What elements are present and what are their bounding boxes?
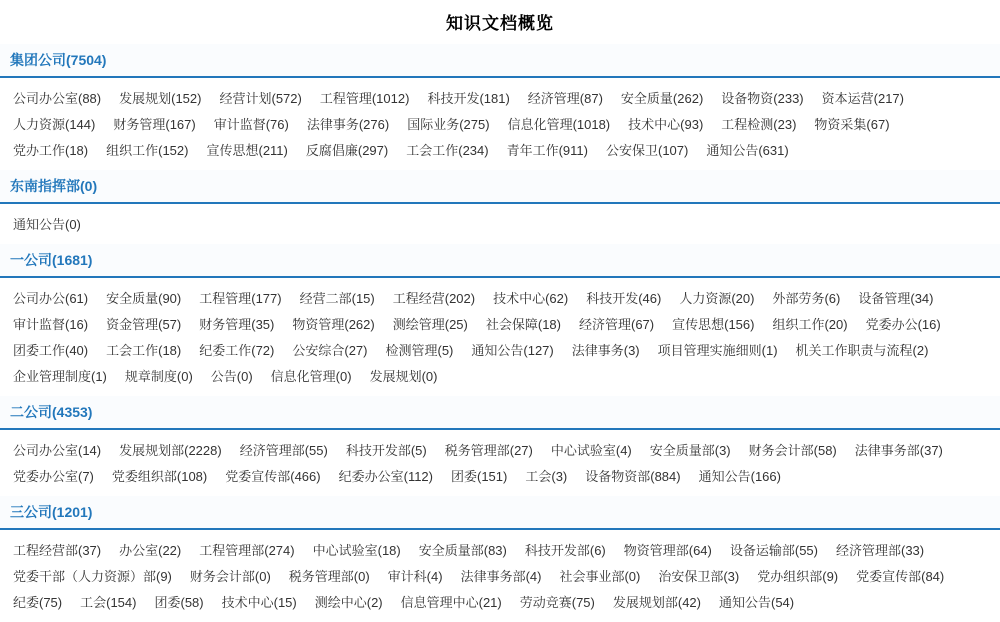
category-link[interactable]: 党委办公室(7): [13, 469, 94, 484]
category-link[interactable]: 经营计划(572): [219, 91, 302, 106]
category-row: [4, 212, 996, 238]
category-link[interactable]: 经济管理部(33): [836, 543, 925, 558]
category-row: [4, 364, 996, 390]
category-link[interactable]: 规章制度(0): [124, 369, 193, 384]
category-link[interactable]: 反腐倡廉(297): [305, 143, 389, 158]
category-link[interactable]: 设备物资(233): [721, 91, 804, 106]
category-link[interactable]: 财务管理(35): [199, 317, 275, 332]
category-link[interactable]: 信息管理中心(21): [400, 595, 502, 610]
category-link[interactable]: 党办工作(18): [13, 143, 89, 158]
category-link[interactable]: 党委组织部(108): [111, 469, 208, 484]
category-link[interactable]: 审计监督(76): [213, 117, 289, 132]
section-body: [0, 78, 1000, 170]
sections-container: [0, 44, 1000, 622]
category-link[interactable]: 公告(0): [210, 369, 253, 384]
category-link[interactable]: 劳动竞赛(75): [519, 595, 595, 610]
category-link[interactable]: 纪委办公室(112): [338, 469, 433, 484]
category-link[interactable]: 安全质量部(83): [418, 543, 507, 558]
category-link[interactable]: 科技开发(46): [586, 291, 662, 306]
category-link[interactable]: 经济管理(67): [578, 317, 655, 332]
category-link[interactable]: 税务管理部(0): [288, 569, 370, 584]
section-header[interactable]: 二公司(4353): [0, 396, 1000, 430]
category-row: [4, 590, 996, 616]
category-link[interactable]: 安全质量部(3): [649, 443, 731, 458]
section-body: [0, 430, 1000, 496]
category-row: [4, 464, 996, 490]
category-link[interactable]: 税务管理部(27): [444, 443, 533, 458]
section: [0, 396, 1000, 496]
category-link[interactable]: 财务会计部(0): [189, 569, 271, 584]
category-link[interactable]: 资本运营(217): [821, 91, 904, 106]
category-link[interactable]: 青年工作(911): [506, 143, 588, 158]
page-title: 知识文档概览: [446, 14, 554, 33]
category-link[interactable]: 公安保卫(107): [605, 143, 689, 158]
section-body: [0, 530, 1000, 622]
section-header[interactable]: 集团公司(7504): [0, 44, 1000, 78]
category-link[interactable]: 经济管理(87): [527, 91, 603, 106]
category-link[interactable]: 纪委(75): [13, 595, 63, 610]
category-link[interactable]: 工会(154): [80, 595, 137, 610]
category-link[interactable]: 公安综合(27): [292, 343, 368, 358]
category-link[interactable]: 工程管理(177): [199, 291, 282, 306]
category-link[interactable]: 资金管理(57): [106, 317, 182, 332]
category-link[interactable]: 科技开发部(6): [524, 543, 606, 558]
category-link[interactable]: 工会工作(234): [406, 143, 489, 158]
category-link[interactable]: 财务会计部(58): [748, 443, 837, 458]
category-link[interactable]: 信息化管理(1018): [507, 117, 611, 132]
category-link[interactable]: 公司办公室(88): [13, 91, 102, 106]
category-link[interactable]: 外部劳务(6): [772, 291, 841, 306]
category-row: [4, 86, 996, 112]
category-link[interactable]: 治安保卫部(3): [658, 569, 740, 584]
category-link[interactable]: 发展规划(152): [119, 91, 202, 106]
category-link[interactable]: 团委工作(40): [13, 343, 89, 358]
category-link[interactable]: 经营二部(15): [299, 291, 375, 306]
category-link[interactable]: 经济管理部(55): [239, 443, 328, 458]
category-link[interactable]: 办公室(22): [119, 543, 182, 558]
category-link[interactable]: 通知公告(0): [13, 217, 81, 232]
category-link[interactable]: 审计监督(16): [13, 317, 89, 332]
category-link[interactable]: 财务管理(167): [113, 117, 196, 132]
section: [0, 244, 1000, 396]
category-link[interactable]: 技术中心(93): [628, 117, 704, 132]
category-link[interactable]: 项目管理实施细则(1): [657, 343, 778, 358]
category-link[interactable]: 团委(58): [154, 595, 204, 610]
category-link[interactable]: 通知公告(166): [698, 469, 781, 484]
category-link[interactable]: 安全质量(262): [620, 91, 704, 106]
category-link[interactable]: 法律事务部(4): [460, 569, 542, 584]
category-row: [4, 438, 996, 464]
category-link[interactable]: 公司办公室(14): [13, 443, 102, 458]
category-link[interactable]: 科技开发部(5): [345, 443, 427, 458]
category-link[interactable]: 工程经营(202): [392, 291, 476, 306]
category-link[interactable]: 团委(151): [451, 469, 508, 484]
category-link[interactable]: 企业管理制度(1): [13, 369, 107, 384]
category-link[interactable]: 党委办公(16): [865, 317, 941, 332]
section-header[interactable]: 东南指挥部(0): [0, 170, 1000, 204]
category-link[interactable]: 法律事务(276): [306, 117, 390, 132]
section: [0, 44, 1000, 170]
category-link[interactable]: 党委干部（人力资源）部(9): [13, 569, 172, 584]
category-link[interactable]: 国际业务(275): [407, 117, 490, 132]
category-link[interactable]: 设备运输部(55): [729, 543, 818, 558]
category-link[interactable]: 物资采集(67): [814, 117, 890, 132]
category-link[interactable]: 设备物资部(884): [585, 469, 681, 484]
section: [0, 170, 1000, 244]
category-link[interactable]: 测绘管理(25): [392, 317, 468, 332]
category-link[interactable]: 宣传思想(156): [672, 317, 755, 332]
category-link[interactable]: 技术中心(62): [493, 291, 569, 306]
section-header[interactable]: 三公司(1201): [0, 496, 1000, 530]
category-link[interactable]: 审计科(4): [387, 569, 443, 584]
category-link[interactable]: 中心试验室(18): [312, 543, 401, 558]
category-link[interactable]: 检测管理(5): [385, 343, 454, 358]
category-link[interactable]: 技术中心(15): [221, 595, 297, 610]
category-link[interactable]: 工程经营部(37): [13, 543, 102, 558]
category-link[interactable]: 党委宣传部(466): [225, 469, 321, 484]
category-link[interactable]: 党办组织部(9): [757, 569, 839, 584]
category-link[interactable]: 发展规划部(42): [612, 595, 701, 610]
category-link[interactable]: 信息化管理(0): [270, 369, 352, 384]
section-body: [0, 278, 1000, 396]
category-link[interactable]: 社会事业部(0): [559, 569, 641, 584]
category-link[interactable]: 科技开发(181): [427, 91, 510, 106]
category-link[interactable]: 工会(3): [525, 469, 568, 484]
category-link[interactable]: 人力资源(20): [679, 291, 755, 306]
category-row: [4, 564, 996, 590]
category-row: [4, 312, 996, 338]
category-link[interactable]: 组织工作(152): [106, 143, 189, 158]
section-header[interactable]: 一公司(1681): [0, 244, 1000, 278]
category-link[interactable]: 纪委工作(72): [199, 343, 275, 358]
category-link[interactable]: 通知公告(631): [706, 143, 789, 158]
category-link[interactable]: 安全质量(90): [106, 291, 182, 306]
category-row: [4, 138, 996, 164]
category-link[interactable]: 人力资源(144): [13, 117, 96, 132]
category-row: [4, 538, 996, 564]
category-link[interactable]: 中心试验室(4): [550, 443, 632, 458]
category-link[interactable]: 发展规划部(2228): [119, 443, 222, 458]
category-link[interactable]: 社会保障(18): [485, 317, 561, 332]
section-body: [0, 204, 1000, 244]
category-link[interactable]: 工程管理(1012): [319, 91, 410, 106]
category-link[interactable]: 公司办公(61): [13, 291, 89, 306]
category-link[interactable]: 通知公告(54): [719, 595, 795, 610]
category-link[interactable]: 工程管理部(274): [199, 543, 295, 558]
category-link[interactable]: 法律事务(3): [571, 343, 640, 358]
category-link[interactable]: 工会工作(18): [106, 343, 182, 358]
category-link[interactable]: 测绘中心(2): [314, 595, 383, 610]
category-link[interactable]: 法律事务部(37): [854, 443, 943, 458]
category-link[interactable]: 通知公告(127): [471, 343, 554, 358]
category-link[interactable]: 组织工作(20): [772, 317, 848, 332]
category-link[interactable]: 发展规划(0): [369, 369, 438, 384]
section: [0, 496, 1000, 622]
category-link[interactable]: 党委宣传部(84): [856, 569, 945, 584]
category-link[interactable]: 设备管理(34): [858, 291, 934, 306]
category-link[interactable]: 宣传思想(211): [206, 143, 288, 158]
category-row: [4, 112, 996, 138]
category-link[interactable]: 机关工作职责与流程(2): [795, 343, 929, 358]
category-row: [4, 286, 996, 312]
category-link[interactable]: 工程检测(23): [721, 117, 797, 132]
category-row: [4, 338, 996, 364]
category-link[interactable]: 物资管理部(64): [623, 543, 712, 558]
category-link[interactable]: 物资管理(262): [292, 317, 375, 332]
